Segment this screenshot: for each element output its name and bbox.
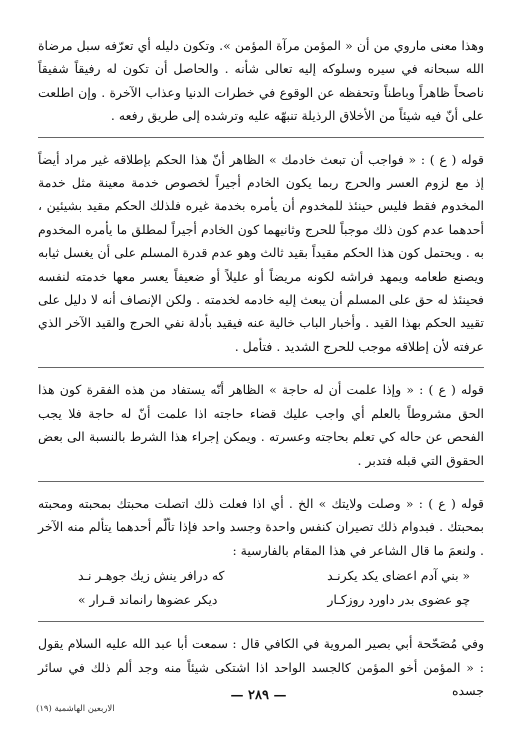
poem-hemistich: كه درافر ينش زيك جوهـر نـد	[78, 569, 225, 584]
paragraph-4: قوله ( ع ) : « وصلت ولايتك » الخ . أي اذا فعلت ذلك اتصلت محبتك بمحبته ومحبته بمحبتك . فبدوام ذلك تصيران كنفس واحدة وجسد واحد فإذا تألّم أحدهما يتألم منه الآخر . ولنعمَ ما قال الشاعر في هذا المقام بالفارسية :	[38, 495, 484, 558]
footer-signature: الاربعين الهاشمية (١٩)	[36, 704, 115, 714]
persian-poem	[38, 564, 484, 612]
page-number: — ٢٨٩ —	[230, 688, 287, 703]
paragraph-2: قوله ( ع ) : « فواجب أن تبعث خادمك » الظاهر أنّ هذا الحكم بإطلاقه غير مراد أيضاً إذ مع لزوم العسر والحرج ربما يكون الخادم أجيراً لخصوص خدمة معينة مثل خدمة المخدوم فقط فليس حينئذ للمخدوم أن يأمره بخدمة غيره فلذلك الحكم مقيد بشيئين ، أحدهما عدم كون ذلك موجباً للحرج وثانيهما كون الخادم أجيراً لمطلق ما يأمره المخدوم به . ويحتمل كون هذا الحكم مقيداً بقيد ثالث وهو عدم قدرة المسلم على أن يغسل ثيابه ويصنع طعامه ويمهد فراشه لكونه مريضاً أو عليلاً أو ضعيفاً يعسر معها خدمته لنفسه فحينئذ له حق على المسلم أن يبعث إليه خادمه لخدمته . ولكن الإنصاف أنه لا دليل على تقييد الحكم بهذا القيد . وأخبار الباب خالية عنه فيقيد بأدلة نفي الحرج والقيد الآخر الذي عرفته لأن إطلاقه موجب للحرج الشديد . فتأمل .	[38, 151, 484, 354]
body-text	[38, 34, 484, 702]
section-divider	[38, 481, 484, 482]
poem-verse-1	[38, 564, 484, 588]
paragraph-3: قوله ( ع ) : « وإذا علمت أن له حاجة » الظاهر أنّه يستفاد من هذه الفقرة كون هذا الحق مشروطاً بالعلم أي واجب عليك قضاء حاجته اذا علمت أنّ له حاجة فلا يجب الفحص عن حاله كي تعلم بحاجته وعسرته . ويمكن إجراء هذا الشرط بالنسبة الى بعض الحقوق التي قبله فتدبر .	[38, 382, 484, 468]
paragraph-5: وفي مُصَحّحة أبي بصير المروية في الكافي قال : سمعت أبا عبد الله عليه السلام يقول : « المؤمن أخو المؤمن كالجسد الواحد اذا اشتكى شيئاً منه وجد ألم ذلك في سائر جسده	[38, 636, 484, 698]
poem-verse-2	[38, 588, 484, 612]
poem-hemistich: « بني آدم اعضاى يكد يكرنـد	[327, 569, 470, 584]
section-divider	[38, 137, 484, 138]
poem-hemistich: چو عضوى بدر داورد روزكـار	[327, 593, 470, 608]
section-divider	[38, 621, 484, 622]
paragraph-1: وهذا معنى ماروي من أن « المؤمن مرآة المؤمن ». وتكون دليله أي تعرّفه سبل مرضاة الله سبحانه في سيره وسلوكه إليه تعالى شأنه . والحاصل أن تكون له رفيقاً شفيقاً ناصحاً ظاهراً وباطناً وتحفظه عن الوقوع في خطرات الدنيا وعذاب الآخرة . وإن اطلعت على أنّ فيه شيئاً من الأخلاق الرذيلة تنبهّه عليه وترشده إلى طريق رفعه .	[38, 38, 484, 124]
section-divider	[38, 367, 484, 368]
poem-hemistich: ديكر عضوها رانماند قـرار »	[78, 593, 218, 608]
